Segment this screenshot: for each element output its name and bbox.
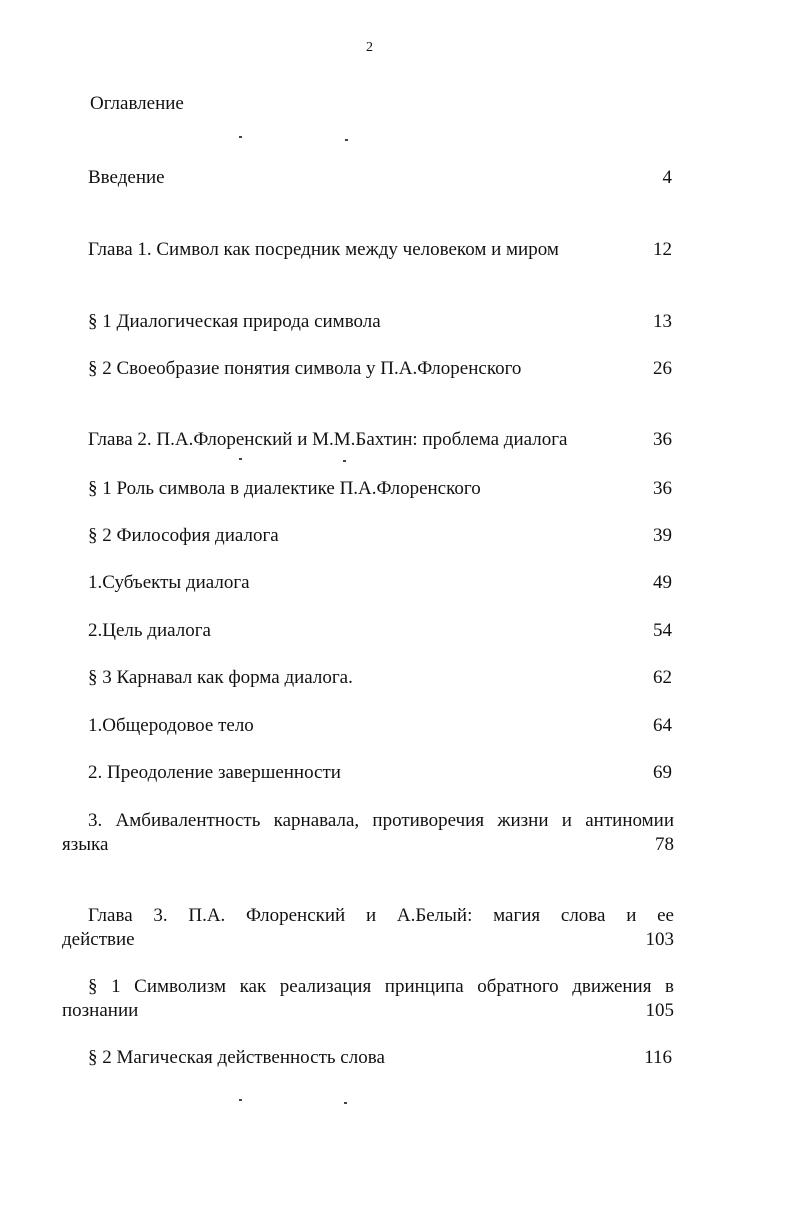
- toc-entry-chapter-2: [88, 428, 672, 452]
- toc-entry-label-continuation: языка: [62, 834, 109, 855]
- toc-entry-ambivalence: [62, 809, 674, 857]
- toc-entry-page: 4: [662, 167, 672, 188]
- toc-entry-ch2-section-3: [88, 666, 672, 690]
- toc-entry-ch1-section-2: [88, 357, 672, 381]
- toc-heading: Оглавление: [90, 93, 184, 114]
- toc-entry-label: 2. Преодоление завершенности: [88, 762, 341, 783]
- toc-entry-label-continuation: познании: [62, 1000, 139, 1021]
- toc-entry-page: 103: [645, 929, 674, 950]
- toc-entry-body: [88, 714, 672, 738]
- page-number: 2: [366, 40, 373, 55]
- toc-entry-label: § 3 Карнавал как форма диалога.: [88, 667, 353, 688]
- scan-speck: [239, 1099, 242, 1101]
- toc-entry-ch2-section-2: [88, 524, 672, 548]
- toc-entry-introduction: [88, 166, 672, 190]
- toc-entry-goal: [88, 619, 672, 643]
- toc-entry-label: Глава 3. П.А. Флоренский и А.Белый: магия слова и ее: [88, 905, 674, 926]
- toc-entry-completeness: [88, 761, 672, 785]
- toc-entry-page: 116: [644, 1047, 672, 1068]
- toc-entry-label: § 2 Своеобразие понятия символа у П.А.Флоренского: [88, 358, 522, 379]
- toc-entry-label: 1.Субъекты диалога: [88, 572, 250, 593]
- toc-entry-page: 13: [653, 311, 672, 332]
- toc-entry-page: 105: [645, 1000, 674, 1021]
- toc-entry-page: 39: [653, 525, 672, 546]
- toc-entry-label: Глава 1. Символ как посредник между человеком и миром: [88, 239, 559, 260]
- toc-entry-ch3-section-2: [88, 1046, 672, 1070]
- toc-entry-page: 12: [653, 239, 672, 260]
- toc-entry-label: 1.Общеродовое тело: [88, 715, 254, 736]
- toc-entry-chapter-1: [88, 238, 672, 262]
- toc-entry-page: 54: [653, 620, 672, 641]
- toc-entry-subjects: [88, 571, 672, 595]
- scan-speck: [239, 458, 242, 460]
- scan-speck: [239, 136, 242, 138]
- toc-entry-ch1-section-1: [88, 310, 672, 334]
- toc-entry-label: 3. Амбивалентность карнавала, противоречия жизни и антиномии: [88, 810, 674, 831]
- toc-entry-page: 36: [653, 478, 672, 499]
- toc-entry-ch2-section-1: [88, 477, 672, 501]
- toc-entry-label: § 1 Роль символа в диалектике П.А.Флоренского: [88, 478, 481, 499]
- toc-entry-label: § 1 Символизм как реализация принципа обратного движения в: [88, 976, 674, 997]
- toc-entry-page: 26: [653, 358, 672, 379]
- toc-entry-page: 69: [653, 762, 672, 783]
- toc-entry-label: Глава 2. П.А.Флоренский и М.М.Бахтин: проблема диалога: [88, 429, 568, 450]
- scan-speck: [345, 139, 348, 141]
- toc-entry-page: 78: [655, 834, 674, 855]
- toc-entry-label: § 1 Диалогическая природа символа: [88, 311, 381, 332]
- toc-entry-page: 64: [653, 715, 672, 736]
- toc-entry-label: § 2 Философия диалога: [88, 525, 279, 546]
- toc-entry-page: 49: [653, 572, 672, 593]
- toc-entry-chapter-3: [62, 904, 674, 952]
- toc-entry-label: Введение: [88, 167, 165, 188]
- toc-entry-label-continuation: действие: [62, 929, 135, 950]
- toc-entry-label: § 2 Магическая действенность слова: [88, 1047, 385, 1068]
- toc-entry-page: 36: [653, 429, 672, 450]
- scan-speck: [344, 1102, 347, 1104]
- toc-entry-page: 62: [653, 667, 672, 688]
- scan-speck: [343, 460, 346, 462]
- toc-entry-label: 2.Цель диалога: [88, 620, 211, 641]
- toc-entry-ch3-section-1: [62, 975, 674, 1023]
